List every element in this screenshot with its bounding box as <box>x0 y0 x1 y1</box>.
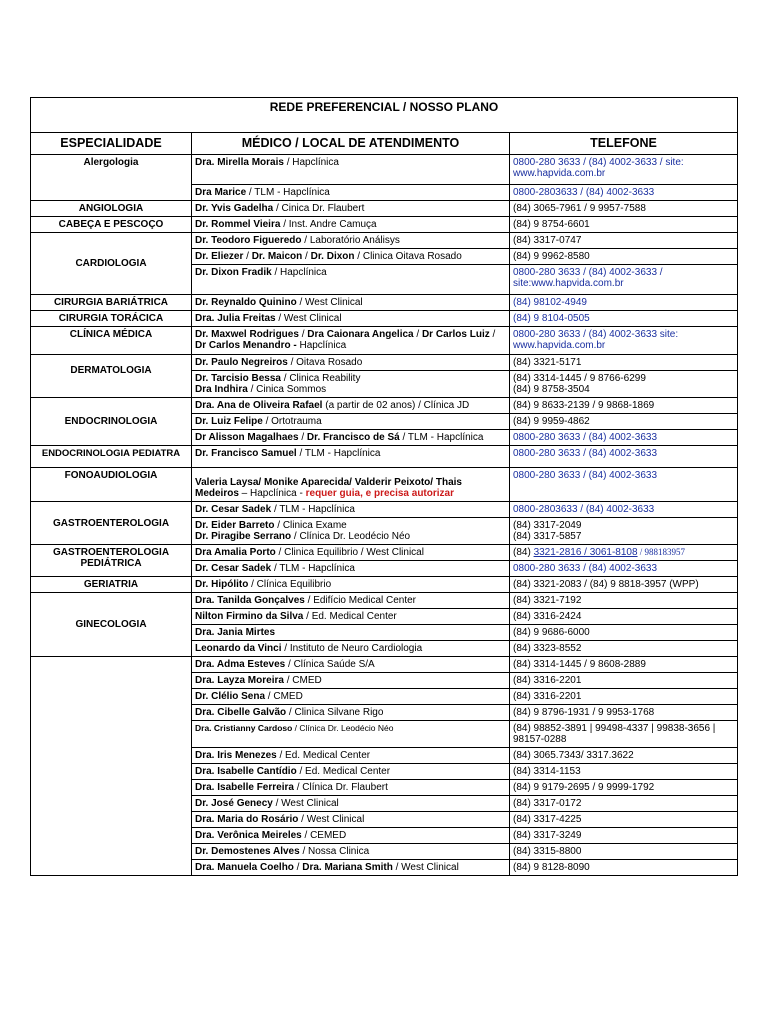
place-text: / CMED <box>265 691 303 702</box>
place-text: / Cinica Sommos <box>247 384 327 395</box>
place-text: – Hapclínica - <box>238 488 306 499</box>
place-text: / Clinica Oitava Rosado <box>354 251 462 262</box>
doctor-cell <box>192 398 510 414</box>
phone-text: (84) 3314-1445 / 9 8766-6299 <box>513 373 646 384</box>
specialty-cell: FONOAUDIOLOGIA <box>31 468 192 502</box>
table-row <box>31 446 738 468</box>
doctor-name: Dr. Teodoro Figueredo <box>195 235 302 246</box>
place-text: / West Clinical <box>392 862 459 873</box>
doctor-cell <box>192 233 510 249</box>
phone-cell: (84) 98852-3891 | 99498-4337 | 99838-3656 | 98157-0288 <box>510 721 738 748</box>
place-text: / West Clinical <box>272 798 339 809</box>
place-text: / West Clinical <box>298 814 365 825</box>
specialty-cell: GERIATRIA <box>31 577 192 593</box>
table-row <box>31 577 738 593</box>
place-text: Hapclínica <box>296 340 347 351</box>
place-text: / Inst. Andre Camuça <box>280 219 377 230</box>
doctor-cell <box>192 155 510 185</box>
doctor-name: Dra. Maria do Rosário <box>195 814 299 825</box>
specialty-cell: CLÍNICA MÉDICA <box>31 327 192 355</box>
doctor-cell <box>192 355 510 371</box>
phone-cell: (84) 3314-1445 / 9 8608-2889 <box>510 657 738 673</box>
doctor-cell <box>192 371 510 398</box>
phone-cell: (84) 9 9686-6000 <box>510 625 738 641</box>
specialty-cell: GINECOLOGIA <box>31 593 192 657</box>
doctor-name: Dr. Clélio Sena <box>195 691 266 702</box>
doctor-name: Dr. Eliezer <box>195 251 244 262</box>
phone-cell: (84) 9 8754-6601 <box>510 217 738 233</box>
place-text: / Clinica Exame <box>274 520 347 531</box>
doctor-cell <box>192 577 510 593</box>
provider-table <box>30 97 738 876</box>
doctor-name: Dr Carlos Luiz <box>421 329 490 340</box>
phone-cell: (84) 3065.7343/ 3317.3622 <box>510 748 738 764</box>
place-text: / Clinica Silvane Rigo <box>286 707 384 718</box>
doctor-name: Dr. Rommel Vieira <box>195 219 281 230</box>
specialty-cell: CIRURGIA TORÁCICA <box>31 311 192 327</box>
doctor-name: Dr. Dixon Fradik <box>195 267 272 278</box>
phone-cell: 0800-280 3633 / (84) 4002-3633 <box>510 561 738 577</box>
place-text: / Clínica Dr. Leodécio Néo <box>292 723 394 733</box>
doctor-name: Dr. Tarcisio Bessa <box>195 373 281 384</box>
doctor-cell <box>192 625 510 641</box>
doctor-cell <box>192 295 510 311</box>
phone-cell: (84) 3317-0747 <box>510 233 738 249</box>
phone-cell: 0800-280 3633 / (84) 4002-3633 <box>510 468 738 502</box>
header-doctor: MÉDICO / LOCAL DE ATENDIMENTO <box>192 133 510 155</box>
doctor-cell <box>192 185 510 201</box>
doctor-cell <box>192 446 510 468</box>
doctor-cell <box>192 217 510 233</box>
doctor-cell <box>192 764 510 780</box>
specialty-cell: GASTROENTEROLOGIA <box>31 502 192 545</box>
phone-cell: 0800-280 3633 / (84) 4002-3633 / site: www.hapvida.com.br <box>510 155 738 185</box>
doctor-cell <box>192 414 510 430</box>
header-phone: TELEFONE <box>510 133 738 155</box>
header-specialty: ESPECIALIDADE <box>31 133 192 155</box>
doctor-name: Nilton Firmino da Silva <box>195 611 304 622</box>
doctor-name: Dra Indhira <box>195 384 248 395</box>
specialty-cell: CARDIOLOGIA <box>31 233 192 295</box>
doctor-name: Dra. Adma Esteves <box>195 659 286 670</box>
phone-cell: (84) 3316-2201 <box>510 673 738 689</box>
table-row <box>31 355 738 371</box>
doctor-cell <box>192 609 510 625</box>
phone-cell <box>510 518 738 545</box>
place-text: / Clínica Dr. Flaubert <box>293 782 388 793</box>
place-text: / Instituto de Neuro Cardiologia <box>281 643 423 654</box>
phone-cell: (84) 3321-2083 / (84) 9 8818-3957 (WPP) <box>510 577 738 593</box>
place-text: / Hapclínica <box>283 157 339 168</box>
doctor-cell <box>192 311 510 327</box>
place-text: / Clínica Equilibrio <box>248 579 332 590</box>
doctor-cell <box>192 545 510 561</box>
table-row <box>31 295 738 311</box>
doctor-cell <box>192 844 510 860</box>
place-text: / Clínica Dr. Leodécio Néo <box>291 531 411 542</box>
doctor-cell <box>192 689 510 705</box>
doctor-cell <box>192 828 510 844</box>
place-text: / CMED <box>283 675 322 686</box>
table-row <box>31 201 738 217</box>
place-text: / West Clinical <box>275 313 342 324</box>
doctor-name: Dr. Demostenes Alves <box>195 846 300 857</box>
doctor-cell <box>192 721 510 748</box>
specialty-cell: Alergologia <box>31 155 192 201</box>
doctor-cell <box>192 561 510 577</box>
doctor-name: Dr. Luiz Felipe <box>195 416 263 427</box>
table-row <box>31 233 738 249</box>
specialty-cell-empty <box>31 657 192 876</box>
phone-cell <box>510 545 738 561</box>
phone-cell <box>510 371 738 398</box>
doctor-name: Dr. Paulo Negreiros <box>195 357 288 368</box>
phone-text: (84) 3317-5857 <box>513 531 582 542</box>
doctor-name: Dra. Ana de Oliveira Rafael <box>195 400 323 411</box>
doctor-name: Dra Caionara Angelica <box>307 329 414 340</box>
place-text: / TLM - Hapclínica <box>271 504 355 515</box>
phone-cell: (84) 3314-1153 <box>510 764 738 780</box>
phone-cell: (84) 3321-5171 <box>510 355 738 371</box>
doctor-name: Dr. Maxwel Rodrigues <box>195 329 299 340</box>
table-row <box>31 545 738 561</box>
place-text: / Ed. Medical Center <box>276 750 371 761</box>
phone-cell: (84) 9 8104-0505 <box>510 311 738 327</box>
phone-cell: 0800-280 3633 / (84) 4002-3633 <box>510 430 738 446</box>
doctor-name: Dr. Cesar Sadek <box>195 504 272 515</box>
doctor-name: Dr. Francisco Samuel <box>195 448 297 459</box>
separator: / <box>298 329 308 340</box>
place-text: / TLM - Hapclínica <box>296 448 381 459</box>
phone-cell: 0800-280 3633 / (84) 4002-3633 site: www.hapvida.com.br <box>510 327 738 355</box>
doctor-cell <box>192 860 510 876</box>
doctor-name: Dra. Tanilda Gonçalves <box>195 595 305 606</box>
doctor-name: Dr. Maicon <box>251 251 303 262</box>
phone-cell: (84) 3323-8552 <box>510 641 738 657</box>
phone-cell: (84) 9 8796-1931 / 9 9953-1768 <box>510 705 738 721</box>
place-text: / West Clinical <box>296 297 363 308</box>
table-row <box>31 155 738 185</box>
doctor-name: Dra. Manuela Coelho <box>195 862 294 873</box>
doctor-name: Dr. Dixon <box>310 251 355 262</box>
doctor-cell <box>192 748 510 764</box>
table-row <box>31 502 738 518</box>
phone-cell: (84) 3317-4225 <box>510 812 738 828</box>
doctor-cell <box>192 812 510 828</box>
doctor-cell <box>192 673 510 689</box>
warning-text: requer guia, e precisa autorizar <box>305 488 454 499</box>
phone-cell: 0800-2803633 / (84) 4002-3633 <box>510 185 738 201</box>
place-text: / Ed. Medical Center <box>296 766 391 777</box>
doctor-name: Dr. Reynaldo Quinino <box>195 297 297 308</box>
doctor-name: Dr. Cesar Sadek <box>195 563 272 574</box>
phone-cell: (84) 3317-3249 <box>510 828 738 844</box>
phone-cell: (84) 9 9179-2695 / 9 9999-1792 <box>510 780 738 796</box>
doctor-cell <box>192 641 510 657</box>
header-row <box>31 133 738 155</box>
phone-cell: (84) 98102-4949 <box>510 295 738 311</box>
place-text: / Clínica Saúde S/A <box>285 659 375 670</box>
phone-cell: (84) 9 9962-8580 <box>510 249 738 265</box>
doctor-name: Dr. José Genecy <box>195 798 273 809</box>
phone-cell: (84) 3316-2424 <box>510 609 738 625</box>
doctor-name: Dr. Yvis Gadelha <box>195 203 274 214</box>
place-text: / Hapclínica <box>271 267 327 278</box>
doctor-cell <box>192 265 510 295</box>
doctor-name: Dr Alisson Magalhaes <box>195 432 299 443</box>
doctor-name: Dra. Verônica Meireles <box>195 830 302 841</box>
doctor-cell <box>192 780 510 796</box>
doctor-cell <box>192 593 510 609</box>
phone-cell: (84) 3065-7961 / 9 9957-7588 <box>510 201 738 217</box>
phone-cell: 0800-280 3633 / (84) 4002-3633 / site:www.hapvida.com.br <box>510 265 738 295</box>
place-text: / Nossa Clinica <box>299 846 370 857</box>
doctor-cell <box>192 201 510 217</box>
place-text: / TLM - Hapclínica <box>246 187 330 198</box>
place-text: / Cinica Dr. Flaubert <box>273 203 365 214</box>
table-row <box>31 217 738 233</box>
phone-cell: 0800-280 3633 / (84) 4002-3633 <box>510 446 738 468</box>
place-text: (a partir de 02 anos) / Clínica JD <box>322 400 470 411</box>
phone-cell: (84) 9 8128-8090 <box>510 860 738 876</box>
place-text: / Ed. Medical Center <box>303 611 397 622</box>
table-row <box>31 657 738 673</box>
title-row <box>31 98 738 133</box>
doctor-name: Dr Carlos Menandro - <box>195 340 297 351</box>
place-text: / Ortotrauma <box>262 416 322 427</box>
phone-cell: (84) 3321-7192 <box>510 593 738 609</box>
phone-link[interactable]: 3321-2816 / 3061-8108 <box>533 547 638 558</box>
doctor-name: Dra. Jania Mirtes <box>195 627 276 638</box>
doctor-name: Dra. Layza Moreira <box>195 675 284 686</box>
phone-cell: 0800-2803633 / (84) 4002-3633 <box>510 502 738 518</box>
table-row <box>31 327 738 355</box>
separator: / <box>293 862 303 873</box>
doctor-name: Leonardo da Vinci <box>195 643 282 654</box>
doctor-name: Valeria Laysa/ Monike Aparecida/ Valderir Peixoto/ Thais Medeiros <box>195 477 462 499</box>
table-row <box>31 468 738 502</box>
place-text: / Edifício Medical Center <box>304 595 417 606</box>
doctor-cell <box>192 468 510 502</box>
separator: / <box>302 251 311 262</box>
specialty-cell: CABEÇA E PESCOÇO <box>31 217 192 233</box>
doctor-cell <box>192 796 510 812</box>
doctor-cell <box>192 249 510 265</box>
doctor-name: Dr. Piragibe Serrano <box>195 531 292 542</box>
doctor-cell <box>192 327 510 355</box>
doctor-name: Dra Amalia Porto <box>195 547 276 558</box>
phone-cell: (84) 3315-8800 <box>510 844 738 860</box>
specialty-cell: ANGIOLOGIA <box>31 201 192 217</box>
phone-cell: (84) 3316-2201 <box>510 689 738 705</box>
doctor-cell <box>192 657 510 673</box>
specialty-cell: CIRURGIA BARIÁTRICA <box>31 295 192 311</box>
phone-text: (84) 3317-2049 <box>513 520 582 531</box>
separator: / <box>413 329 422 340</box>
place-text: / Oitava Rosado <box>287 357 363 368</box>
place-text: / Clinica Reability <box>280 373 361 384</box>
separator: / <box>298 432 307 443</box>
phone-cell: (84) 9 8633-2139 / 9 9868-1869 <box>510 398 738 414</box>
table-row <box>31 398 738 414</box>
specialty-cell: DERMATOLOGIA <box>31 355 192 398</box>
doctor-name: Dr. Eider Barreto <box>195 520 275 531</box>
specialty-cell: ENDOCRINOLOGIA <box>31 398 192 446</box>
phone-cell: (84) 9 9959-4862 <box>510 414 738 430</box>
doctor-name: Dr. Francisco de Sá <box>306 432 400 443</box>
separator: / <box>489 329 496 340</box>
doctor-name: Dra. Cibelle Galvão <box>195 707 287 718</box>
phone-text: / 988183957 <box>637 547 686 557</box>
place-text: / Laboratório Análisys <box>301 235 400 246</box>
doctor-cell <box>192 430 510 446</box>
doctor-name: Dra. Isabelle Cantídio <box>195 766 297 777</box>
doctor-name: Dra. Iris Menezes <box>195 750 277 761</box>
specialty-cell: ENDOCRINOLOGIA PEDIATRA <box>31 446 192 468</box>
table-row <box>31 311 738 327</box>
specialty-cell: GASTROENTEROLOGIA PEDIÁTRICA <box>31 545 192 577</box>
doctor-name: Dr. Hipólito <box>195 579 249 590</box>
doctor-name: Dra. Cristianny Cardoso <box>195 723 293 733</box>
phone-text: (84) <box>513 547 534 558</box>
doctor-name: Dra. Mariana Smith <box>302 862 393 873</box>
phone-cell: (84) 3317-0172 <box>510 796 738 812</box>
place-text: / TLM - Hapclínica <box>399 432 484 443</box>
doctor-cell <box>192 502 510 518</box>
doctor-name: Dra Marice <box>195 187 247 198</box>
separator: / <box>243 251 252 262</box>
doctor-name: Dra. Julia Freitas <box>195 313 276 324</box>
doctor-cell <box>192 705 510 721</box>
table-title: REDE PREFERENCIAL / NOSSO PLANO <box>31 98 738 133</box>
table-row <box>31 593 738 609</box>
place-text: / TLM - Hapclínica <box>271 563 355 574</box>
doctor-name: Dra. Isabelle Ferreira <box>195 782 294 793</box>
doctor-name: Dra. Mirella Morais <box>195 157 284 168</box>
doctor-cell <box>192 518 510 545</box>
place-text: / Clinica Equilibrio / West Clinical <box>275 547 424 558</box>
place-text: / CEMED <box>301 830 347 841</box>
phone-text: (84) 9 8758-3504 <box>513 384 590 395</box>
